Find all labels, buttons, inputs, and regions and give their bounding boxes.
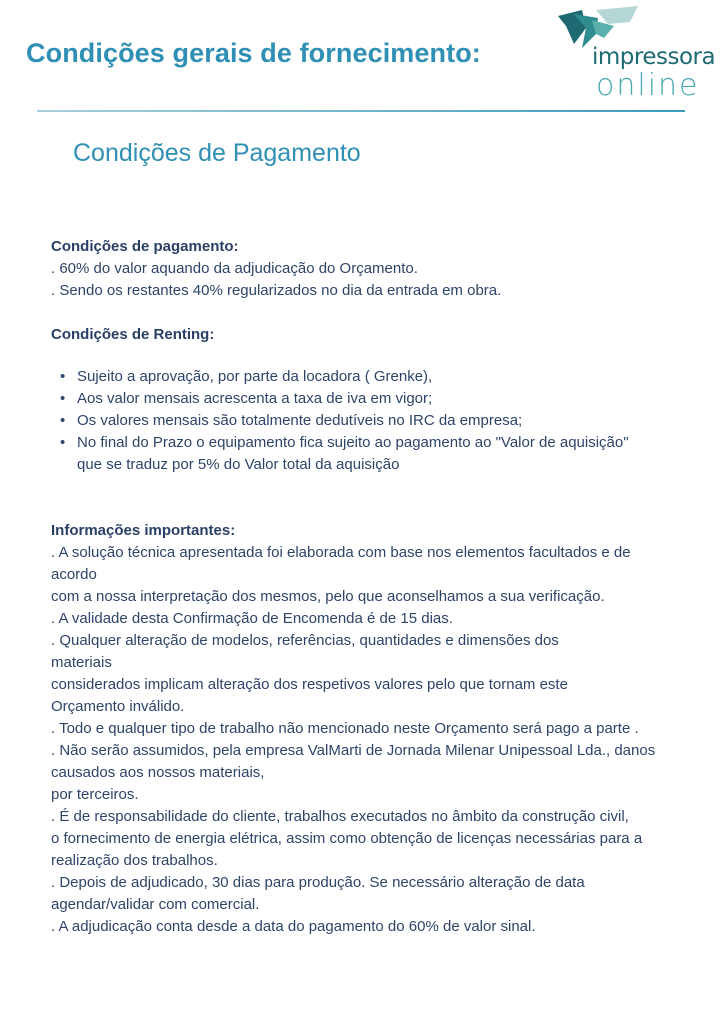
info-line: . A solução técnica apresentada foi elaborada com base nos elementos facultados e de acordo	[51, 544, 631, 583]
info-heading: Informações importantes:	[51, 522, 236, 539]
renting-list	[51, 366, 676, 476]
info-line: . Todo e qualquer tipo de trabalho não mencionado neste Orçamento será pago a parte .	[51, 720, 639, 737]
logo-text-online: online	[596, 68, 700, 103]
important-info	[51, 520, 676, 938]
company-logo	[552, 4, 717, 104]
payment-line: . Sendo os restantes 40% regularizados no dia da entrada em obra.	[51, 282, 502, 299]
info-line: por terceiros.	[51, 786, 139, 803]
renting-bullet: • Sujeito a aprovação, por parte da locadora ( Grenke),	[77, 366, 676, 388]
logo-text-impressora: impressora	[592, 44, 716, 70]
document-body	[51, 236, 676, 938]
renting-conditions	[51, 324, 676, 476]
renting-bullet: • Aos valor mensais acrescenta a taxa de iva em vigor;	[77, 388, 676, 410]
page-title: Condições gerais de fornecimento:	[26, 38, 481, 68]
renting-heading: Condições de Renting:	[51, 326, 215, 343]
info-line: . A validade desta Confirmação de Encomenda é de 15 dias.	[51, 610, 453, 627]
info-line: . É de responsabilidade do cliente, trabalhos executados no âmbito da construção civil,	[51, 808, 629, 825]
info-line: . Depois de adjudicado, 30 dias para produção. Se necessário alteração de data agendar/validar com comercial.	[51, 874, 585, 913]
header-divider	[37, 110, 685, 112]
info-line: . Não serão assumidos, pela empresa ValMarti de Jornada Milenar Unipessoal Lda., danos causados aos nossos materiais,	[51, 742, 656, 781]
info-line: . A adjudicação conta desde a data do pagamento do 60% de valor sinal.	[51, 918, 536, 935]
info-line: com a nossa interpretação dos mesmos, pelo que aconselhamos a sua verificação.	[51, 588, 605, 605]
renting-bullet: • Os valores mensais são totalmente dedutíveis no IRC da empresa;	[77, 410, 676, 432]
info-line: o fornecimento de energia elétrica, assim como obtenção de licenças necessárias para a realização dos trabalhos.	[51, 830, 643, 869]
info-line: considerados implicam alteração dos respetivos valores pelo que tornam este Orçamento inválido.	[51, 676, 568, 715]
info-line: . Qualquer alteração de modelos, referências, quantidades e dimensões dos materiais	[51, 632, 559, 671]
payment-line: . 60% do valor aquando da adjudicação do Orçamento.	[51, 260, 418, 277]
renting-bullet: • No final do Prazo o equipamento fica sujeito ao pagamento ao "Valor de aquisição" que se traduz por 5% do Valor total da aquisição	[77, 432, 676, 476]
section-subtitle: Condições de Pagamento	[73, 139, 361, 167]
payment-heading: Condições de pagamento:	[51, 238, 239, 255]
payment-conditions	[51, 236, 676, 302]
